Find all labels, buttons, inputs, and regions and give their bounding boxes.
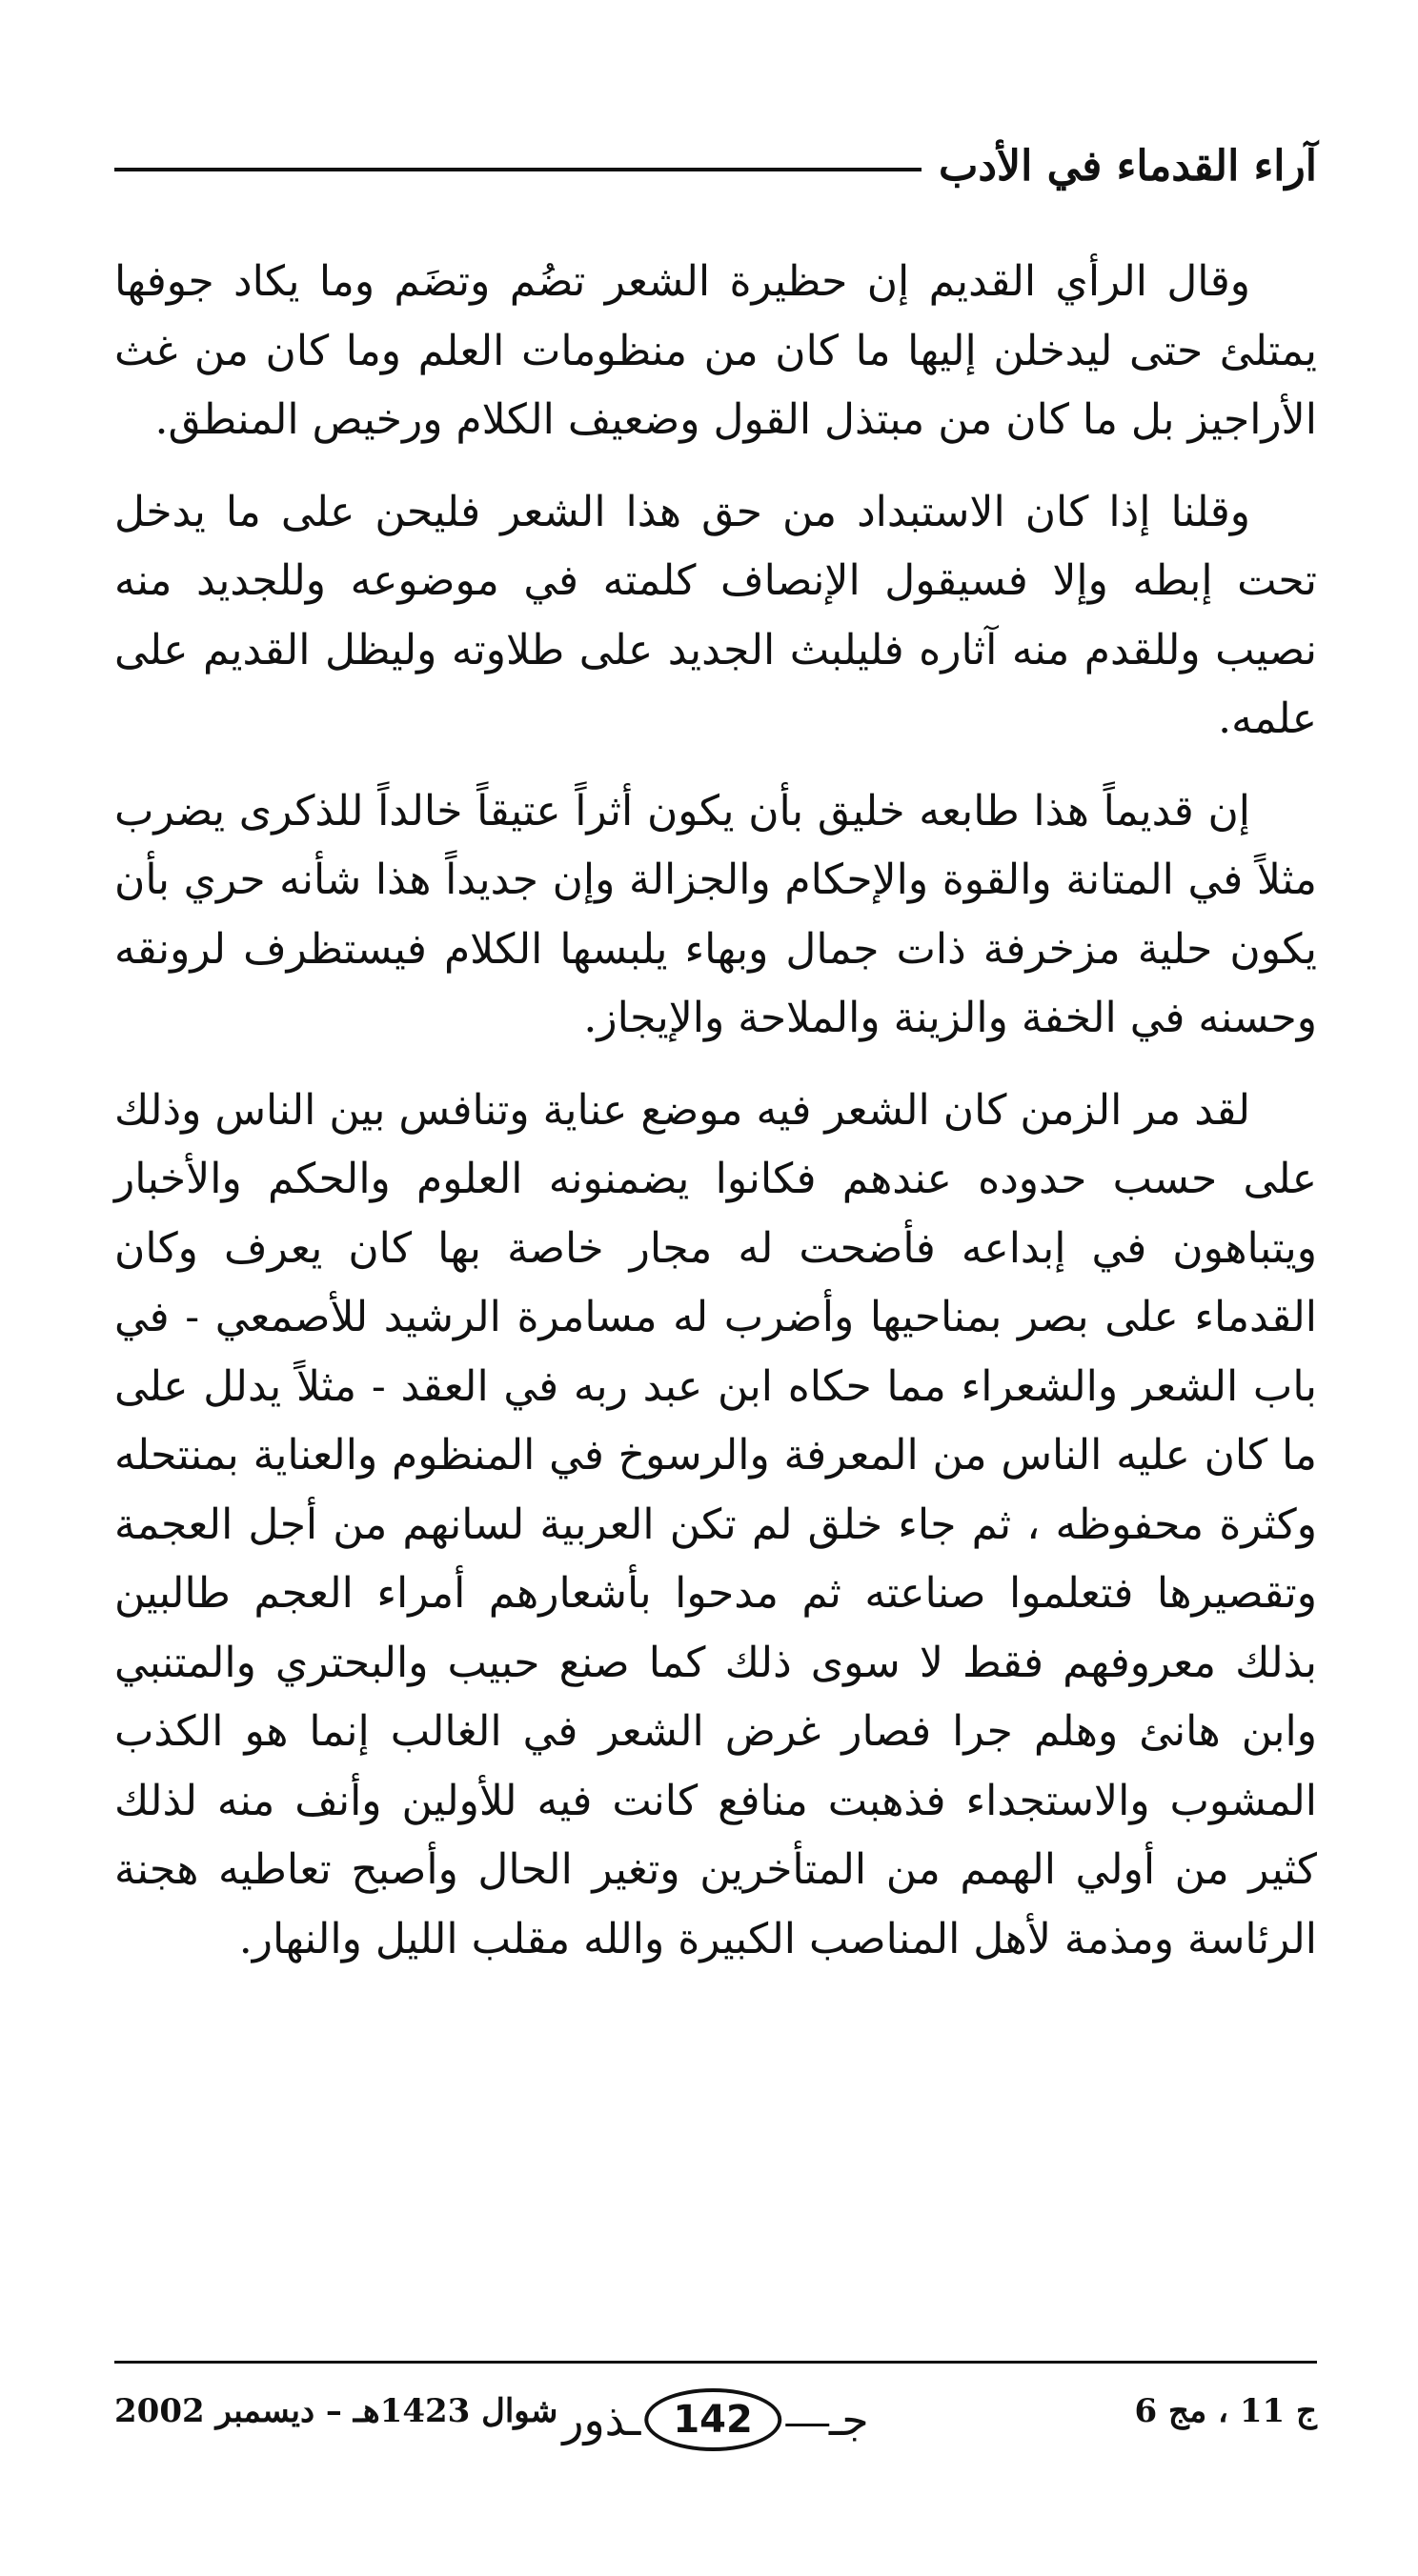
paragraph-3: إن قديماً هذا طابعه خليق بأن يكون أثراً عتيقاً خالداً للذكرى يضرب مثلاً في المتانة والقوة والإحكام والجزالة وإن جديداً هذا شأنه حري بأن يكون حلية مزخرفة ذات جمال وبهاء يلبسها الكلام فيستظرف لرونقه وحسنه في الخفة والزينة والملاحة والإيجاز. (114, 786, 1317, 1042)
journal-name-part1: جـ (828, 2394, 869, 2445)
footer-rule (114, 2361, 1317, 2364)
paragraph-1: وقال الرأي القديم إن حظيرة الشعر تضُم وتضَم وما يكاد جوفها يمتلئ حتى ليدخلن إليها ما كان من منظومات العلم وما كان من غث الأراجيز بل ما كان من مبتذل القول وضعيف الكلام ورخيص المنطق. (114, 257, 1317, 444)
paragraph-4: لقد مر الزمن كان الشعر فيه موضع عناية وتنافس بين الناس وذلك على حسب حدوده عندهم فكانوا يضمنونه العلوم والحكم والأخبار ويتباهون في إبداعه فأضحت له مجار خاصة بها كان يعرف وكان القدماء على بصر بمناحيها وأضرب له مسامرة الرشيد للأصمعي - في باب الشعر والشعراء مما حكاه ابن عبد ربه في العقد - مثلاً يدلل على ما كان عليه الناس من المعرفة والرسوخ في المنظوم والعناية بمنتحله وكثرة محفوظه ، ثم جاء خلق لم تكن العربية لسانهم من أجل العجمة وتقصيرها فتعلموا صناعته ثم مدحوا بأشعارهم أمراء العجم طالبين بذلك معروفهم فقط لا سوى ذلك كما صنع حبيب والبحتري والمتنبي وابن هانئ وهلم جرا فصار غرض الشعر في الغالب إنما هو الكذب المشوب والاستجداء فذهبت منافع كانت فيه للأولين وأنف منه لذلك كثير من أولي الهمم من المتأخرين وتغير الحال وأصبح تعاطيه هجنة الرئاسة ومذمة لأهل المناصب الكبيرة والله مقلب الليل والنهار. (114, 1085, 1318, 1963)
journal-name-stroke (785, 2424, 829, 2426)
journal-name-part2: ـذور (562, 2394, 641, 2445)
running-head (114, 133, 1317, 200)
journal-name (562, 2377, 868, 2463)
page-footer (114, 2377, 1317, 2463)
article-body (114, 248, 1317, 1997)
running-head-title: آراء القدماء في الأدب (922, 133, 1317, 200)
paragraph-2: وقلنا إذا كان الاستبداد من حق هذا الشعر فليحن على ما يدخل تحت إبطه وإلا فسيقول الإنصاف كلمته في موضوعه وللجديد منه نصيب وللقدم منه آثاره فليلبث الجديد على طلاوته وليظل القديم على علمه. (114, 487, 1317, 743)
issue-date: شوال 1423هـ – ديسمبر 2002 (114, 2392, 558, 2430)
page-number: 142 (644, 2388, 781, 2451)
issue-number: ج 11 ، مج 6 (1134, 2392, 1317, 2430)
